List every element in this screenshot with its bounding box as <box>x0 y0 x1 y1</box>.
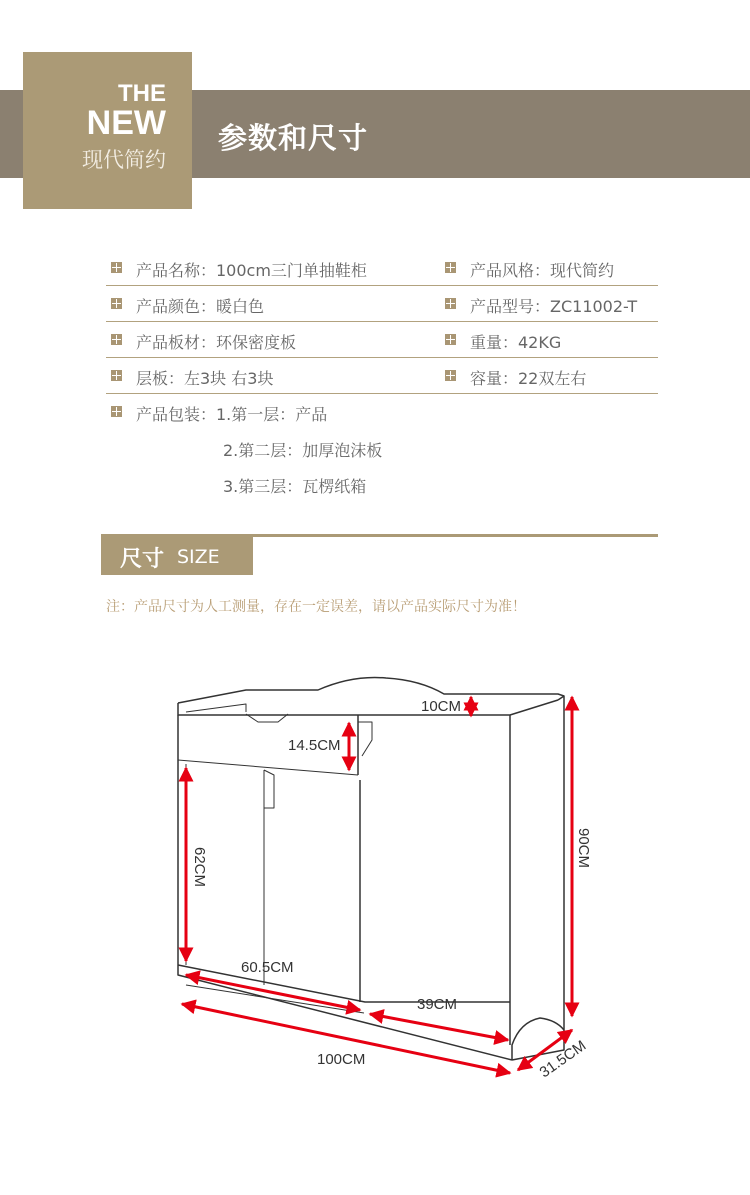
cabinet-outline <box>178 678 564 1061</box>
dimension-labels <box>191 698 592 1081</box>
dim-left-width-arrow <box>186 975 360 1010</box>
spec-capacity: 容量：22双左右 <box>470 369 587 388</box>
spec-packaging: 产品包装：1.第一层：产品 <box>136 405 328 424</box>
page-title: 参数和尺寸 <box>218 121 369 155</box>
dimension-arrows <box>182 697 572 1073</box>
spec-style: 产品风格：现代简约 <box>470 261 615 280</box>
spec-packaging-layer-3: 3.第三层：瓦楞纸箱 <box>223 477 367 496</box>
size-title-cn: 尺寸 <box>120 547 165 572</box>
spec-color: 产品颜色：暖白色 <box>136 297 265 316</box>
badge-the: THE <box>118 80 166 107</box>
spec-weight: 重量：42KG <box>470 333 562 352</box>
badge-new: NEW <box>86 104 166 142</box>
dim-right-width-label: 39CM <box>417 996 458 1013</box>
dim-top-gap-label: 10CM <box>421 698 462 715</box>
spec-packaging-layer-2: 2.第二层：加厚泡沫板 <box>223 441 383 460</box>
dim-drawer-label: 14.5CM <box>288 737 341 754</box>
spec-shelves: 层板：左3块 右3块 <box>136 369 274 388</box>
dim-right-width-arrow <box>370 1014 508 1040</box>
dim-height-label: 90CM <box>575 828 592 869</box>
badge-subtitle: 现代简约 <box>82 148 166 172</box>
spec-model: 产品型号：ZC11002-T <box>470 297 638 316</box>
size-title-en: SIZE <box>177 546 220 568</box>
dim-left-width-label: 60.5CM <box>241 959 294 976</box>
dim-depth-label: 31.5CM <box>536 1037 590 1082</box>
measurement-note: 注：产品尺寸为人工测量，存在一定误差，请以产品实际尺寸为准！ <box>106 599 526 615</box>
dim-total-width-label: 100CM <box>317 1051 366 1068</box>
spec-name: 产品名称：100cm三门单抽鞋柜 <box>136 261 367 280</box>
spec-material: 产品板材：环保密度板 <box>136 333 297 352</box>
dim-door-label: 62CM <box>191 847 208 888</box>
